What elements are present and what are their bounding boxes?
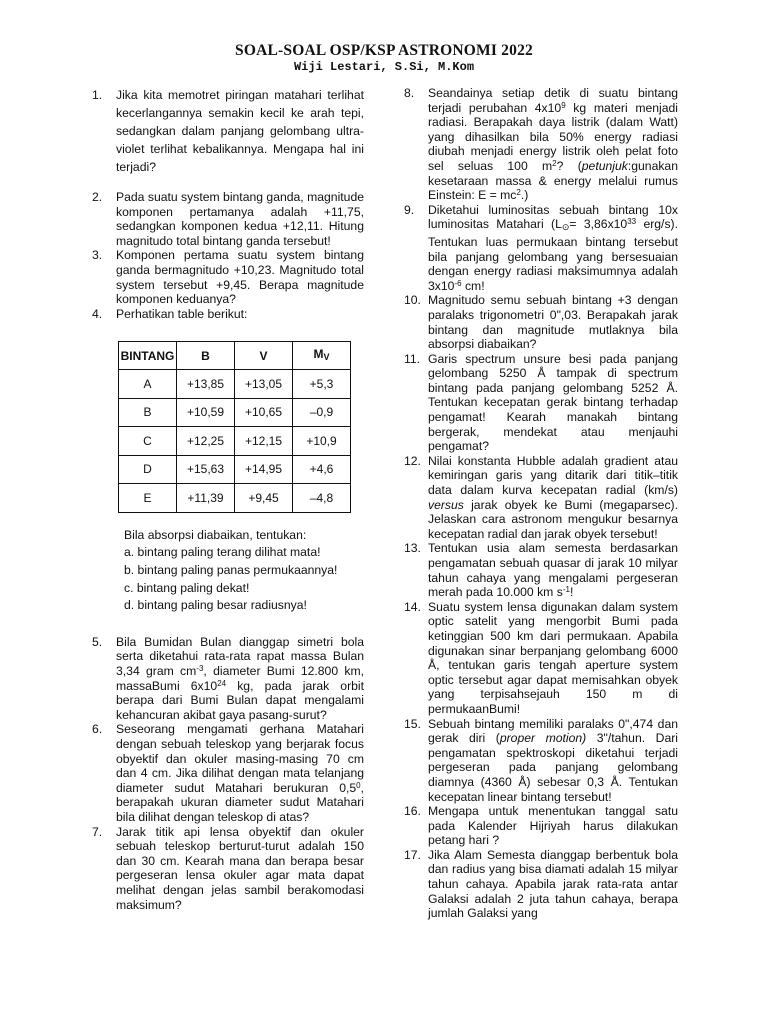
question-text <box>428 86 678 203</box>
table-cell: +10,9 <box>293 427 351 456</box>
table-cell: +13,05 <box>235 370 293 399</box>
question-number: 12. <box>404 453 421 468</box>
question-15 <box>404 717 678 805</box>
text-run: = 3,86x10 <box>569 217 628 232</box>
document-title: SOAL-SOAL OSP/KSP ASTRONOMI 2022 <box>235 42 533 59</box>
text-run: Diketahui luminositas sebuah bintang 10x luminositas Matahari (L <box>428 202 678 232</box>
text-run: Tentukan usia alam semesta berdasarkan pengamatan sebuah quasar di jarak 10 milyar tahun cahaya yang mengalami pergeseran merah pada 10.000 km s <box>428 541 678 600</box>
question-text <box>428 203 678 294</box>
question-7 <box>92 825 364 913</box>
table-cell: D <box>119 455 177 484</box>
table-cell: +4,6 <box>293 455 351 484</box>
subpart-b: b. bintang paling panas permukaannya! <box>124 563 338 578</box>
question-text: Komponen pertama suatu system bintang ganda bermagnitudo +10,23. Magnitudo total system tersebut +9,45. Berapa magnitude komponen keduanya? <box>116 248 364 307</box>
table-cell: E <box>119 484 177 513</box>
text-run: Sebuah bintang memiliki paralaks 0",474 dan gerak diri ( <box>428 716 678 746</box>
italic-text: petunjuk <box>581 158 628 173</box>
question-text: Pada suatu system bintang ganda, magnitude komponen pertamanya adalah +11,75, sedangkan komponen kedua +12,11. Hitung magnitudo total bintang ganda tersebut! <box>116 190 364 248</box>
question-14 <box>404 600 678 717</box>
question-number: 10. <box>404 293 421 308</box>
question-4 <box>92 307 364 322</box>
question-text: Magnitudo semu sebuah bintang +3 dengan paralaks trigonometri 0",03. Berapakah jarak bintang dan magnitude mutlaknya bila absorpsi diabaikan? <box>428 293 678 352</box>
superscript: 33 <box>627 217 637 227</box>
question-number: 17. <box>404 847 421 862</box>
question-13 <box>404 541 678 599</box>
superscript: 24 <box>217 678 227 688</box>
question-text: Perhatikan table berikut: <box>116 306 248 321</box>
superscript: 0 <box>356 780 361 790</box>
question-11 <box>404 352 678 454</box>
table-row <box>119 398 351 427</box>
question-number: 7. <box>92 824 103 839</box>
question-1 <box>92 86 364 176</box>
question-text: Jika Alam Semesta dianggap berbentuk bola dan radius yang bisa diamati adalah 15 milyar tahun cahaya. Apabila jarak rata-rata antar Galaksi adalah 2 juta tahun cahaya, berapa jumlah Galaksi yang <box>428 847 678 921</box>
question-number: 9. <box>404 202 415 217</box>
text-run: Bila Bumidan Bulan dianggap simetri bola serta diketahui rata-rata rapat massa Bulan 3,34 gram cm <box>116 634 364 678</box>
left-column <box>92 86 364 912</box>
table-cell: +12,25 <box>177 427 235 456</box>
question-number: 5. <box>92 634 103 649</box>
text-run: kg materi menjadi radiasi. Berapakah daya listrik (dalam Watt) yang dihasilkan bila 50% energy radiasi diubah menjadi energy listrik oleh pelat foto sel seluas 100 m <box>428 100 678 173</box>
superscript: -3 <box>196 664 204 673</box>
question-text <box>428 541 678 599</box>
question-number: 14. <box>404 599 421 614</box>
question-9 <box>404 203 678 294</box>
table-row <box>119 484 351 513</box>
question-number: 2. <box>92 190 103 204</box>
table-cell: B <box>119 398 177 427</box>
text-run: jarak obyek ke Bumi (megaparsec). Jelaskan cara astronom mengukur besarnya kecepatan radial dan jarak obyek tersebut! <box>428 497 678 541</box>
text-run: kg, pada jarak orbit berapa dari Bumi Bulan dapat mengalami kehancuran akibat gaya pasang-surut? <box>116 678 364 722</box>
italic-text: versus <box>428 497 464 512</box>
table-cell: –4,8 <box>293 484 351 513</box>
question-number: 13. <box>404 541 421 556</box>
table-cell: +15,63 <box>177 455 235 484</box>
text-run: Seseorang mengamati gerhana Matahari dengan sebuah teleskop yang berjarak focus obyektif dan okuler masing-masing 70 cm dan 4 cm. Jika dilihat dengan mata telanjang diameter sudut Matahari berukuran 0,5 <box>116 722 364 795</box>
table-header-row <box>119 342 351 370</box>
subpart-intro: Bila absorpsi diabaikan, tentukan: <box>124 527 307 542</box>
table-cell: –0,9 <box>293 398 351 427</box>
subpart-a: a. bintang paling terang dilihat mata! <box>124 545 321 560</box>
superscript: 2 <box>516 188 521 198</box>
table-cell: +10,65 <box>235 398 293 427</box>
text-run: , berapakah ukuran diameter sudut Matahari bila dilihat dengan teleskop di atas? <box>116 780 364 824</box>
question-number: 4. <box>92 306 103 321</box>
question-text: Garis spectrum unsure besi pada panjang gelombang 5250 Å tampak di spectrum bintang pada panjang gelombang 5252 Å. Tentukan kecepatan gerak bintang terhadap pengamat! Kearah manakah bintang bergerak, mendekat atau menjauhi pengamat? <box>428 351 678 454</box>
text-run: erg/s). Tentukan luas permukaan bintang tersebut bila panjang gelombang yang bersesuaian dengan energy radiasi maksimumnya adalah 3x10 <box>428 217 678 293</box>
question-number: 16. <box>404 804 421 819</box>
subscript: ⊙ <box>561 222 570 233</box>
table-cell: +11,39 <box>177 484 235 513</box>
subpart-c: c. bintang paling dekat! <box>124 580 250 595</box>
text-run: ! <box>569 585 574 600</box>
question-number: 6. <box>92 722 103 737</box>
table-header: BINTANG <box>119 342 177 370</box>
question-number: 3. <box>92 248 103 263</box>
superscript: 9 <box>561 100 566 110</box>
text-run: Nilai konstanta Hubble adalah gradient atau kemiringan garis yang ditarik dari titik–titik data dalam kurva kecepatan radial (km/s) <box>428 453 678 498</box>
italic-text: proper motion) <box>499 731 587 746</box>
table-cell: +14,95 <box>235 455 293 484</box>
table-header <box>293 342 351 370</box>
table-header: B <box>177 342 235 370</box>
table-cell: +9,45 <box>235 484 293 513</box>
table-row <box>119 427 351 456</box>
header-main: M <box>313 347 324 362</box>
superscript: 2 <box>552 158 557 168</box>
question-text <box>428 717 678 805</box>
question-text: Jarak titik api lensa obyektif dan okuler sebuah teleskop berturut-turut adalah 150 dan 30 cm. Kearah mana dan berapa besar pergeseran lensa okuler agar mata dapat melihat dengan jelas sambil berakomodasi maksimum? <box>116 824 364 912</box>
question-5 <box>92 635 364 723</box>
table-cell: +10,59 <box>177 398 235 427</box>
question-text <box>116 635 364 723</box>
text-run: ? ( <box>556 158 582 173</box>
question-text: Suatu system lensa digunakan dalam system optic satelit yang mengorbit Bumi pada ketinggian 500 km dari permukaan. Apabila digunakan sinar berpanjang gelombang 6000 Å, tentukan garis tengah aperture system optic tersebut agar dapat memisahkan obyek yang terpisahsejauh 150 m di permukaanBumi! <box>428 599 678 716</box>
table-cell: A <box>119 370 177 399</box>
text-run: Seandainya setiap detik di suatu bintang terjadi perubahan 4x10 <box>428 86 678 115</box>
document-author: Wiji Lestari, S.Si, M.Kom <box>293 60 475 74</box>
text-run: cm! <box>461 278 485 293</box>
right-column <box>404 86 678 921</box>
question-text: Jika kita memotret piringan matahari terlihat kecerlangannya semakin kecil ke arah tepi, sedangkan dalam panjang gelombang ultra-violet terlihat kebalikannya. Mengapa hal ini terjadi? <box>116 88 364 174</box>
question-number: 11. <box>404 351 421 366</box>
table-cell: +12,15 <box>235 427 293 456</box>
question-text: Mengapa untuk menentukan tanggal satu pada Kalender Hijriyah harus dilakukan petang hari ? <box>428 804 678 848</box>
superscript: -1 <box>562 585 570 595</box>
table-cell: C <box>119 427 177 456</box>
star-magnitude-table <box>118 341 351 513</box>
question-17 <box>404 848 678 921</box>
header-subscript: V <box>323 352 330 363</box>
table-row <box>119 370 351 399</box>
question-6 <box>92 722 364 824</box>
table-cell: +13,85 <box>177 370 235 399</box>
question-4-subparts <box>92 527 364 615</box>
text-run: , diameter Bumi 12.800 km, massaBumi 6x10 <box>116 664 364 693</box>
question-text <box>116 722 364 824</box>
text-run: 3"/tahun. Dari pengamatan spektroskopi diketahui terjadi pergeseran pada panjang gelombang diamnya (4360 Å) sebesar 0,3 Å. Tentukan kecepatan linear bintang tersebut! <box>428 731 678 804</box>
question-16 <box>404 804 678 848</box>
question-number: 15. <box>404 716 421 731</box>
question-8 <box>404 86 678 203</box>
question-number: 8. <box>404 86 415 100</box>
superscript: -6 <box>454 278 462 288</box>
text-run: :gunakan kesetaraan massa & energy melalui rumus Einstein: E = mc <box>428 158 678 203</box>
question-number: 1. <box>92 88 103 102</box>
question-3 <box>92 248 364 306</box>
table-cell: +5,3 <box>293 370 351 399</box>
table-header: V <box>235 342 293 370</box>
question-12 <box>404 454 678 542</box>
question-2 <box>92 190 364 248</box>
subpart-d: d. bintang paling besar radiusnya! <box>124 598 307 613</box>
question-text <box>428 454 678 542</box>
text-run: .) <box>520 188 529 203</box>
table-row <box>119 455 351 484</box>
question-10 <box>404 293 678 351</box>
